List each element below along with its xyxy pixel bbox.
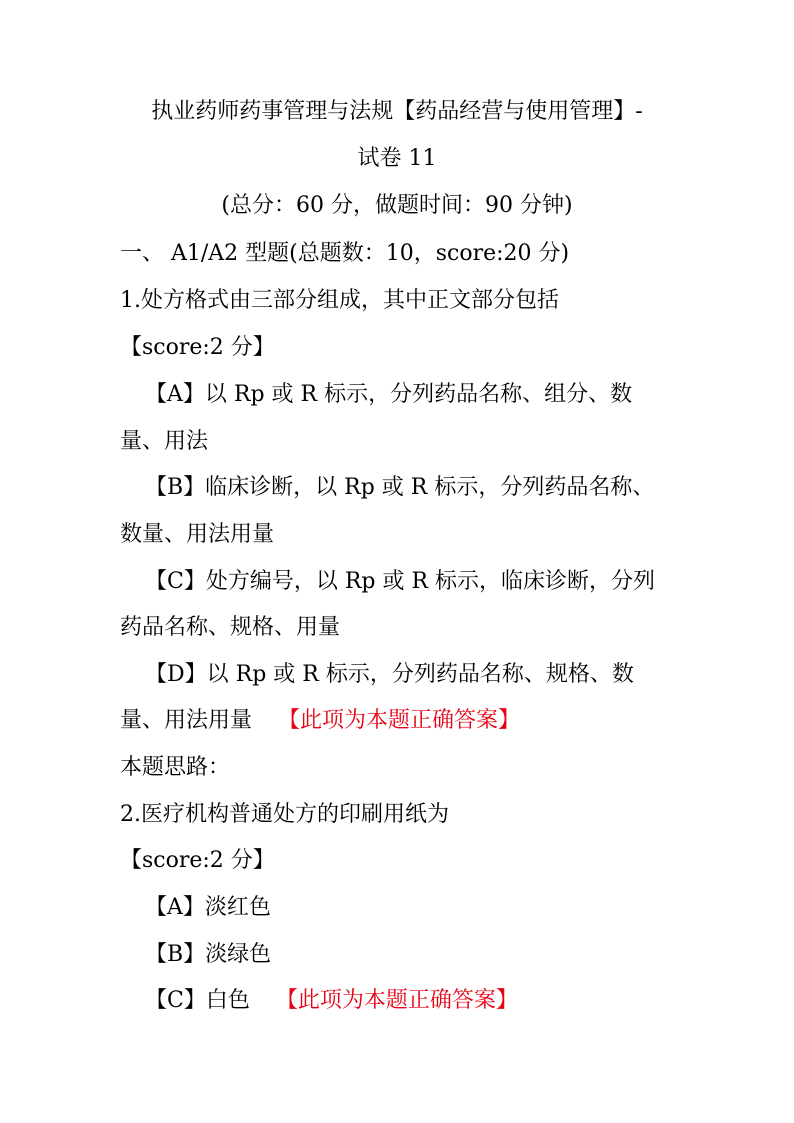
question-1-stem: 1.处方格式由三部分组成，其中正文部分包括 (120, 288, 559, 313)
document-title-line-2: 试卷 11 (357, 146, 437, 171)
question-2-option-c (145, 986, 518, 1016)
question-1-option-a-cont: 量、用法 (120, 429, 209, 454)
question-2-option-c-text: 【C】白色 (145, 988, 250, 1013)
correct-answer-marker: 【此项为本题正确答案】 (275, 988, 518, 1013)
correct-answer-marker: 【此项为本题正确答案】 (278, 708, 521, 733)
question-1-option-d-text: 量、用法用量 (120, 708, 253, 733)
question-2-score: 【score:2 分】 (120, 848, 275, 873)
question-2-option-a: 【A】淡红色 (145, 895, 271, 920)
exam-info: (总分：60 分，做题时间：90 分钟) (221, 193, 573, 218)
question-2-stem: 2.医疗机构普通处方的印刷用纸为 (120, 802, 449, 827)
question-1-option-c-cont: 药品名称、规格、用量 (120, 615, 341, 640)
question-1-score: 【score:2 分】 (120, 335, 275, 360)
question-2-option-b: 【B】淡绿色 (145, 942, 272, 967)
question-1-option-a: 【A】以 Rp 或 R 标示，分列药品名称、组分、数 (145, 382, 633, 407)
question-1-option-d-cont (120, 706, 520, 736)
question-1-option-d: 【D】以 Rp 或 R 标示，分列药品名称、规格、数 (145, 662, 634, 687)
section-heading: 一、 A1/A2 型题(总题数：10，score:20 分) (120, 241, 570, 266)
document-title-line-1: 执业药师药事管理与法规【药品经营与使用管理】- (151, 99, 643, 124)
question-1-option-b: 【B】临床诊断，以 Rp 或 R 标示，分列药品名称、 (145, 475, 655, 500)
question-1-option-b-cont: 数量、用法用量 (120, 522, 275, 547)
question-1-analysis: 本题思路： (120, 755, 231, 780)
question-1-option-c: 【C】处方编号，以 Rp 或 R 标示，临床诊断，分列 (145, 569, 656, 594)
